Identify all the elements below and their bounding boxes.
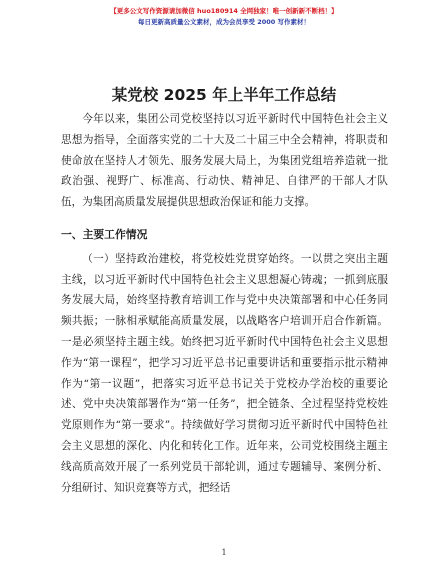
- section-heading: 一、主要工作情况: [61, 227, 148, 241]
- promo-banner-line-2: 每日更新高质量公文素材，成为会员享受 2000 写作素材！: [137, 18, 311, 26]
- document-body: [61, 109, 388, 498]
- intro-paragraph: 今年以来，集团公司党校坚持以习近平新时代中国特色社会主义思想为指导，全面落实党的二十大及二十届三中全会精神，将职责和使命放在坚持人才领先、服务发展大局上，为集团党组培养造就一批政治强、视野广、标准高、行动快、精神足、自律严的干部人才队伍，为集团高质量发展提供思想政治保证和能力支撑。: [61, 113, 388, 209]
- page-number: 1: [221, 548, 227, 557]
- promo-banner: [0, 6, 448, 28]
- section-paragraph: （一）坚持政治建校，将党校姓党贯穿始终。一以贯之突出主题主线，以习近平新时代中国特色社会主义思想凝心铸魂；一抓到底服务发展大局，始终坚持教育培训工作与党中央决策部署和中心任务同频共振；一脉相承赋能高质量发展，以战略客户培训开启合作新篇。一是必须坚持主题主线。始终把习近平新时代中国特色社会主义思想作为“第一课程”，把学习习近平总书记重要讲话和重要指示批示精神作为“第一议题”，把落实习近平总书记关于党校办学治校的重要论述、党中央决策部署作为“第一任务”，把全链条、全过程坚持党校姓党原则作为“第一要求”。持续做好学习贯彻习近平新时代中国特色社会主义思想的深化、内化和转化工作。近年来，公司党校围绕主题主线高质高效开展了一系列党员干部轮训，通过专题辅导、案例分析、分组研讨、知识竞赛等方式，把经话: [61, 252, 388, 494]
- promo-banner-line-1: 【更多公文写作资源请加微信 huo180914 全网独家！唯一创新新不断档！】: [110, 7, 338, 15]
- document-title: 某党校 2025 年上半年工作总结: [111, 86, 337, 104]
